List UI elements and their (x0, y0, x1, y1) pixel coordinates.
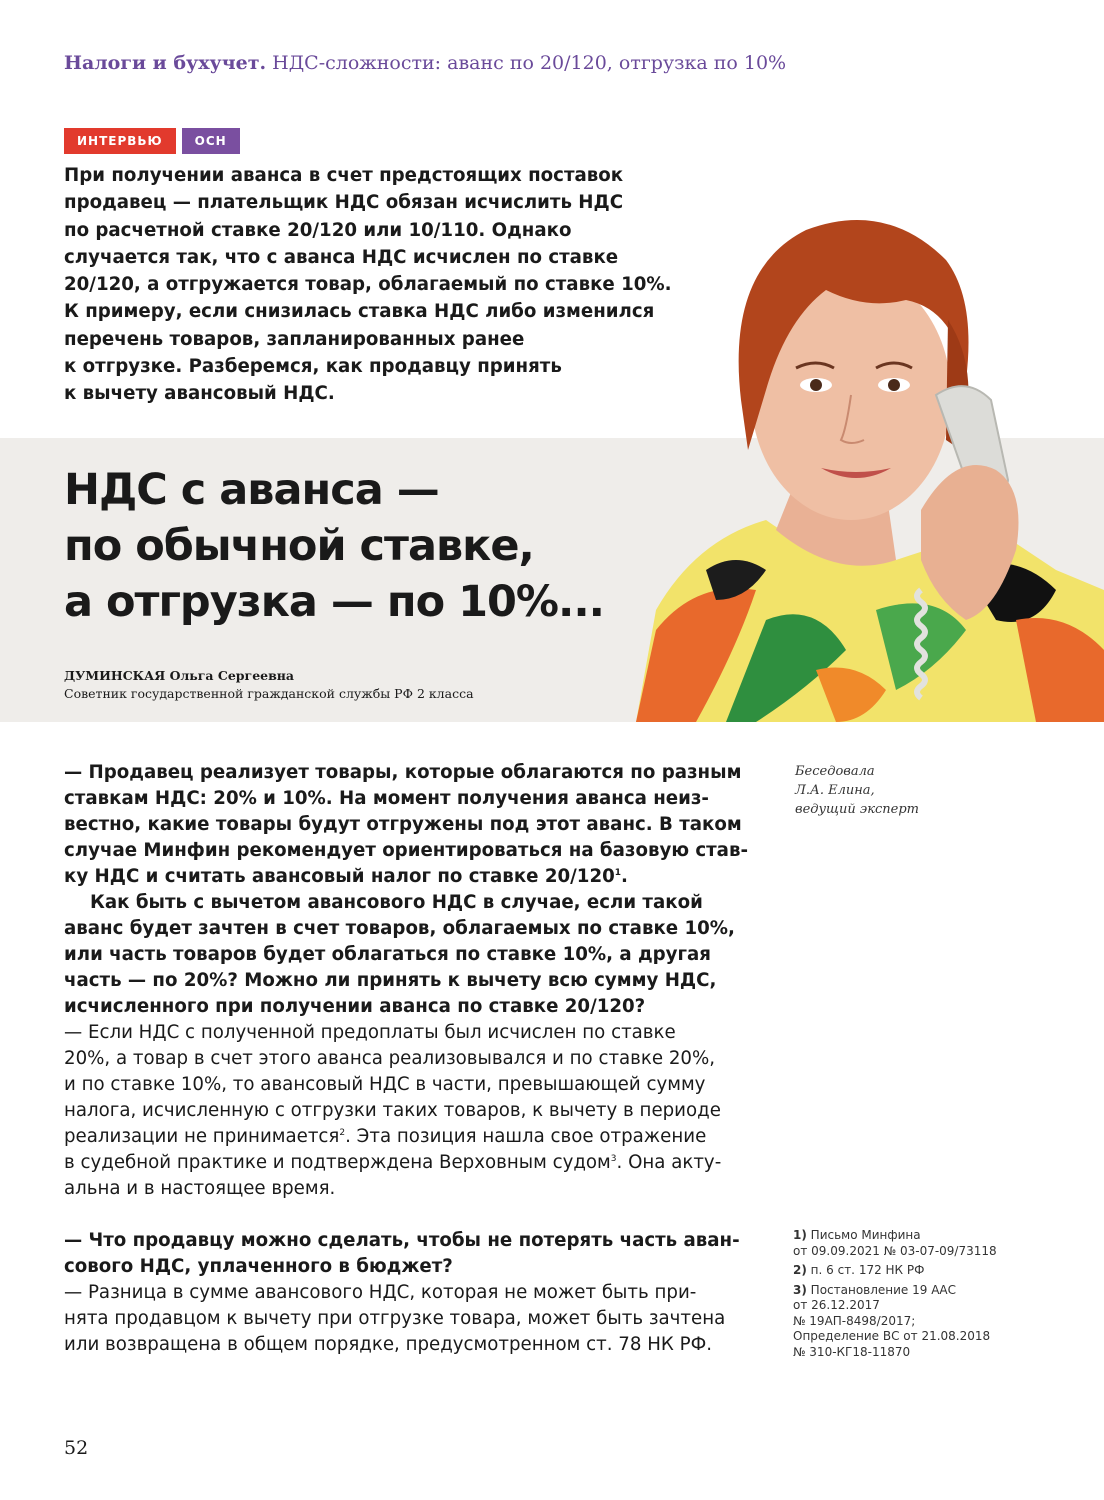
body-line: — Если НДС с полученной предоплаты был исчислен по ставке (64, 1022, 676, 1043)
body-line: налога, исчисленную с отгрузки таких товаров, к вычету в периоде (64, 1100, 721, 1121)
tags (64, 128, 240, 154)
body-text: . Она акту- (616, 1152, 722, 1173)
section-name: Налоги и бухучет. (64, 52, 267, 74)
lead-line: К примеру, если снизилась ставка НДС либо изменился (64, 301, 655, 323)
headline-line: по обычной ставке, (64, 521, 534, 571)
lead-line: продавец — плательщик НДС обязан исчислить НДС (64, 192, 624, 214)
lead-line: к вычету авансовый НДС. (64, 383, 335, 405)
headline-line: НДС с аванса — (64, 465, 439, 515)
footnote-line: Определение ВС от 21.08.2018 (793, 1329, 991, 1343)
body-line: ставкам НДС: 20% и 10%. На момент получения аванса неиз- (64, 788, 709, 809)
body-line (64, 1124, 744, 1150)
lead-line: к отгрузке. Разберемся, как продавцу принять (64, 356, 562, 378)
lead-line: случается так, что с аванса НДС исчислен по ставке (64, 246, 619, 268)
body-line: альна и в настоящее время. (64, 1178, 336, 1199)
body-text: в судебной практике и подтверждена Верховным судом (64, 1152, 611, 1173)
tag-interview: ИНТЕРВЬЮ (64, 128, 176, 154)
author-name: ДУМИНСКАЯ Ольга Сергеевна (64, 668, 295, 683)
body-line: часть — по 20%? Можно ли принять к вычету всю сумму НДС, (64, 970, 717, 991)
footnote-number: 1) (793, 1228, 807, 1242)
tag-osn: ОСН (182, 128, 240, 154)
footnote-line (793, 1228, 997, 1244)
body-line (64, 864, 744, 890)
lead-paragraph (64, 162, 754, 408)
body-line (64, 1150, 744, 1176)
byline (64, 667, 474, 703)
lead-line: перечень товаров, запланированных ранее (64, 328, 525, 350)
article-running-title: НДС-сложности: аванс по 20/120, отгрузка по 10% (272, 52, 787, 74)
footnote-text: Постановление 19 ААС (810, 1282, 957, 1297)
body-line: — Разница в сумме авансового НДС, которая не может быть при- (64, 1282, 697, 1303)
body-line: Как быть с вычетом авансового НДС в случае, если такой (90, 892, 703, 913)
question-1 (64, 760, 749, 1020)
body-line: или часть товаров будет облагаться по ставке 10%, а другая (64, 944, 711, 965)
footnote-line (793, 1263, 997, 1279)
body-line: или возвращена в общем порядке, предусмотренном ст. 78 НК РФ. (64, 1334, 713, 1355)
answer-2 (64, 1280, 744, 1358)
answer-1 (64, 1020, 744, 1202)
body-line: и по ставке 10%, то авансовый НДС в части, превышающей сумму (64, 1074, 706, 1095)
paragraph-gap (64, 1202, 744, 1228)
body-text: реализации не принимается (64, 1126, 340, 1147)
body-line: — Продавец реализует товары, которые облагаются по разным (64, 762, 742, 783)
body-line: сового НДС, уплаченного в бюджет? (64, 1256, 453, 1277)
footnote-line: № 19АП-8498/2017; (793, 1313, 916, 1328)
page-number: 52 (64, 1437, 89, 1459)
headline-line: а отгрузка — по 10%... (64, 577, 605, 627)
article-body (64, 760, 749, 1358)
article-headline (64, 462, 604, 630)
body-line: нята продавцом к вычету при отгрузке товара, может быть зачтена (64, 1308, 726, 1329)
author-position: Советник государственной гражданской службы РФ 2 класса (64, 686, 474, 701)
footnote-3 (793, 1283, 997, 1361)
footnote-line: от 09.09.2021 № 03-07-09/73118 (793, 1243, 997, 1258)
footnote-1 (793, 1228, 997, 1259)
question-2 (64, 1228, 744, 1280)
interviewer-line: Л.А. Елина, (795, 783, 875, 798)
lead-line: При получении аванса в счет предстоящих поставок (64, 165, 624, 186)
footnotes (793, 1228, 997, 1364)
interviewer-note (795, 762, 919, 819)
lead-line: 20/120, а отгружается товар, облагаемый по ставке 10%. (64, 274, 672, 296)
interviewer-line: ведущий эксперт (795, 802, 919, 817)
footnote-2 (793, 1263, 997, 1279)
footnote-text: п. 6 ст. 172 НК РФ (810, 1263, 925, 1277)
footnote-ref: 3 (610, 1153, 617, 1164)
body-text: ку НДС и считать авансовый налог по ставке 20/120 (64, 866, 615, 887)
body-line: исчисленного при получении аванса по ставке 20/120? (64, 996, 646, 1017)
running-head (64, 52, 786, 74)
footnote-line: от 26.12.2017 (793, 1298, 880, 1312)
body-line: аванс будет зачтен в счет товаров, облагаемых по ставке 10%, (64, 918, 735, 939)
footnote-line: № 310-КГ18-11870 (793, 1344, 911, 1359)
body-line: случае Минфин рекомендует ориентироваться на базовую став- (64, 840, 749, 861)
footnote-number: 3) (793, 1282, 807, 1297)
footnote-ref: 1 (614, 867, 622, 878)
footnote-ref: 2 (339, 1127, 346, 1138)
body-line: 20%, а товар в счет этого аванса реализовывался и по ставке 20%, (64, 1048, 716, 1069)
interviewer-line: Беседовала (795, 764, 875, 779)
footnote-number: 2) (793, 1263, 807, 1277)
body-text: . (621, 866, 628, 887)
body-text: . Эта позиция нашла свое отражение (345, 1126, 707, 1147)
footnote-line (793, 1283, 997, 1299)
footnote-text: Письмо Минфина (810, 1228, 921, 1242)
body-line: вестно, какие товары будут отгружены под этот аванс. В таком (64, 814, 742, 835)
body-line: — Что продавцу можно сделать, чтобы не потерять часть аван- (64, 1230, 740, 1251)
lead-line: по расчетной ставке 20/120 или 10/110. Однако (64, 219, 572, 241)
